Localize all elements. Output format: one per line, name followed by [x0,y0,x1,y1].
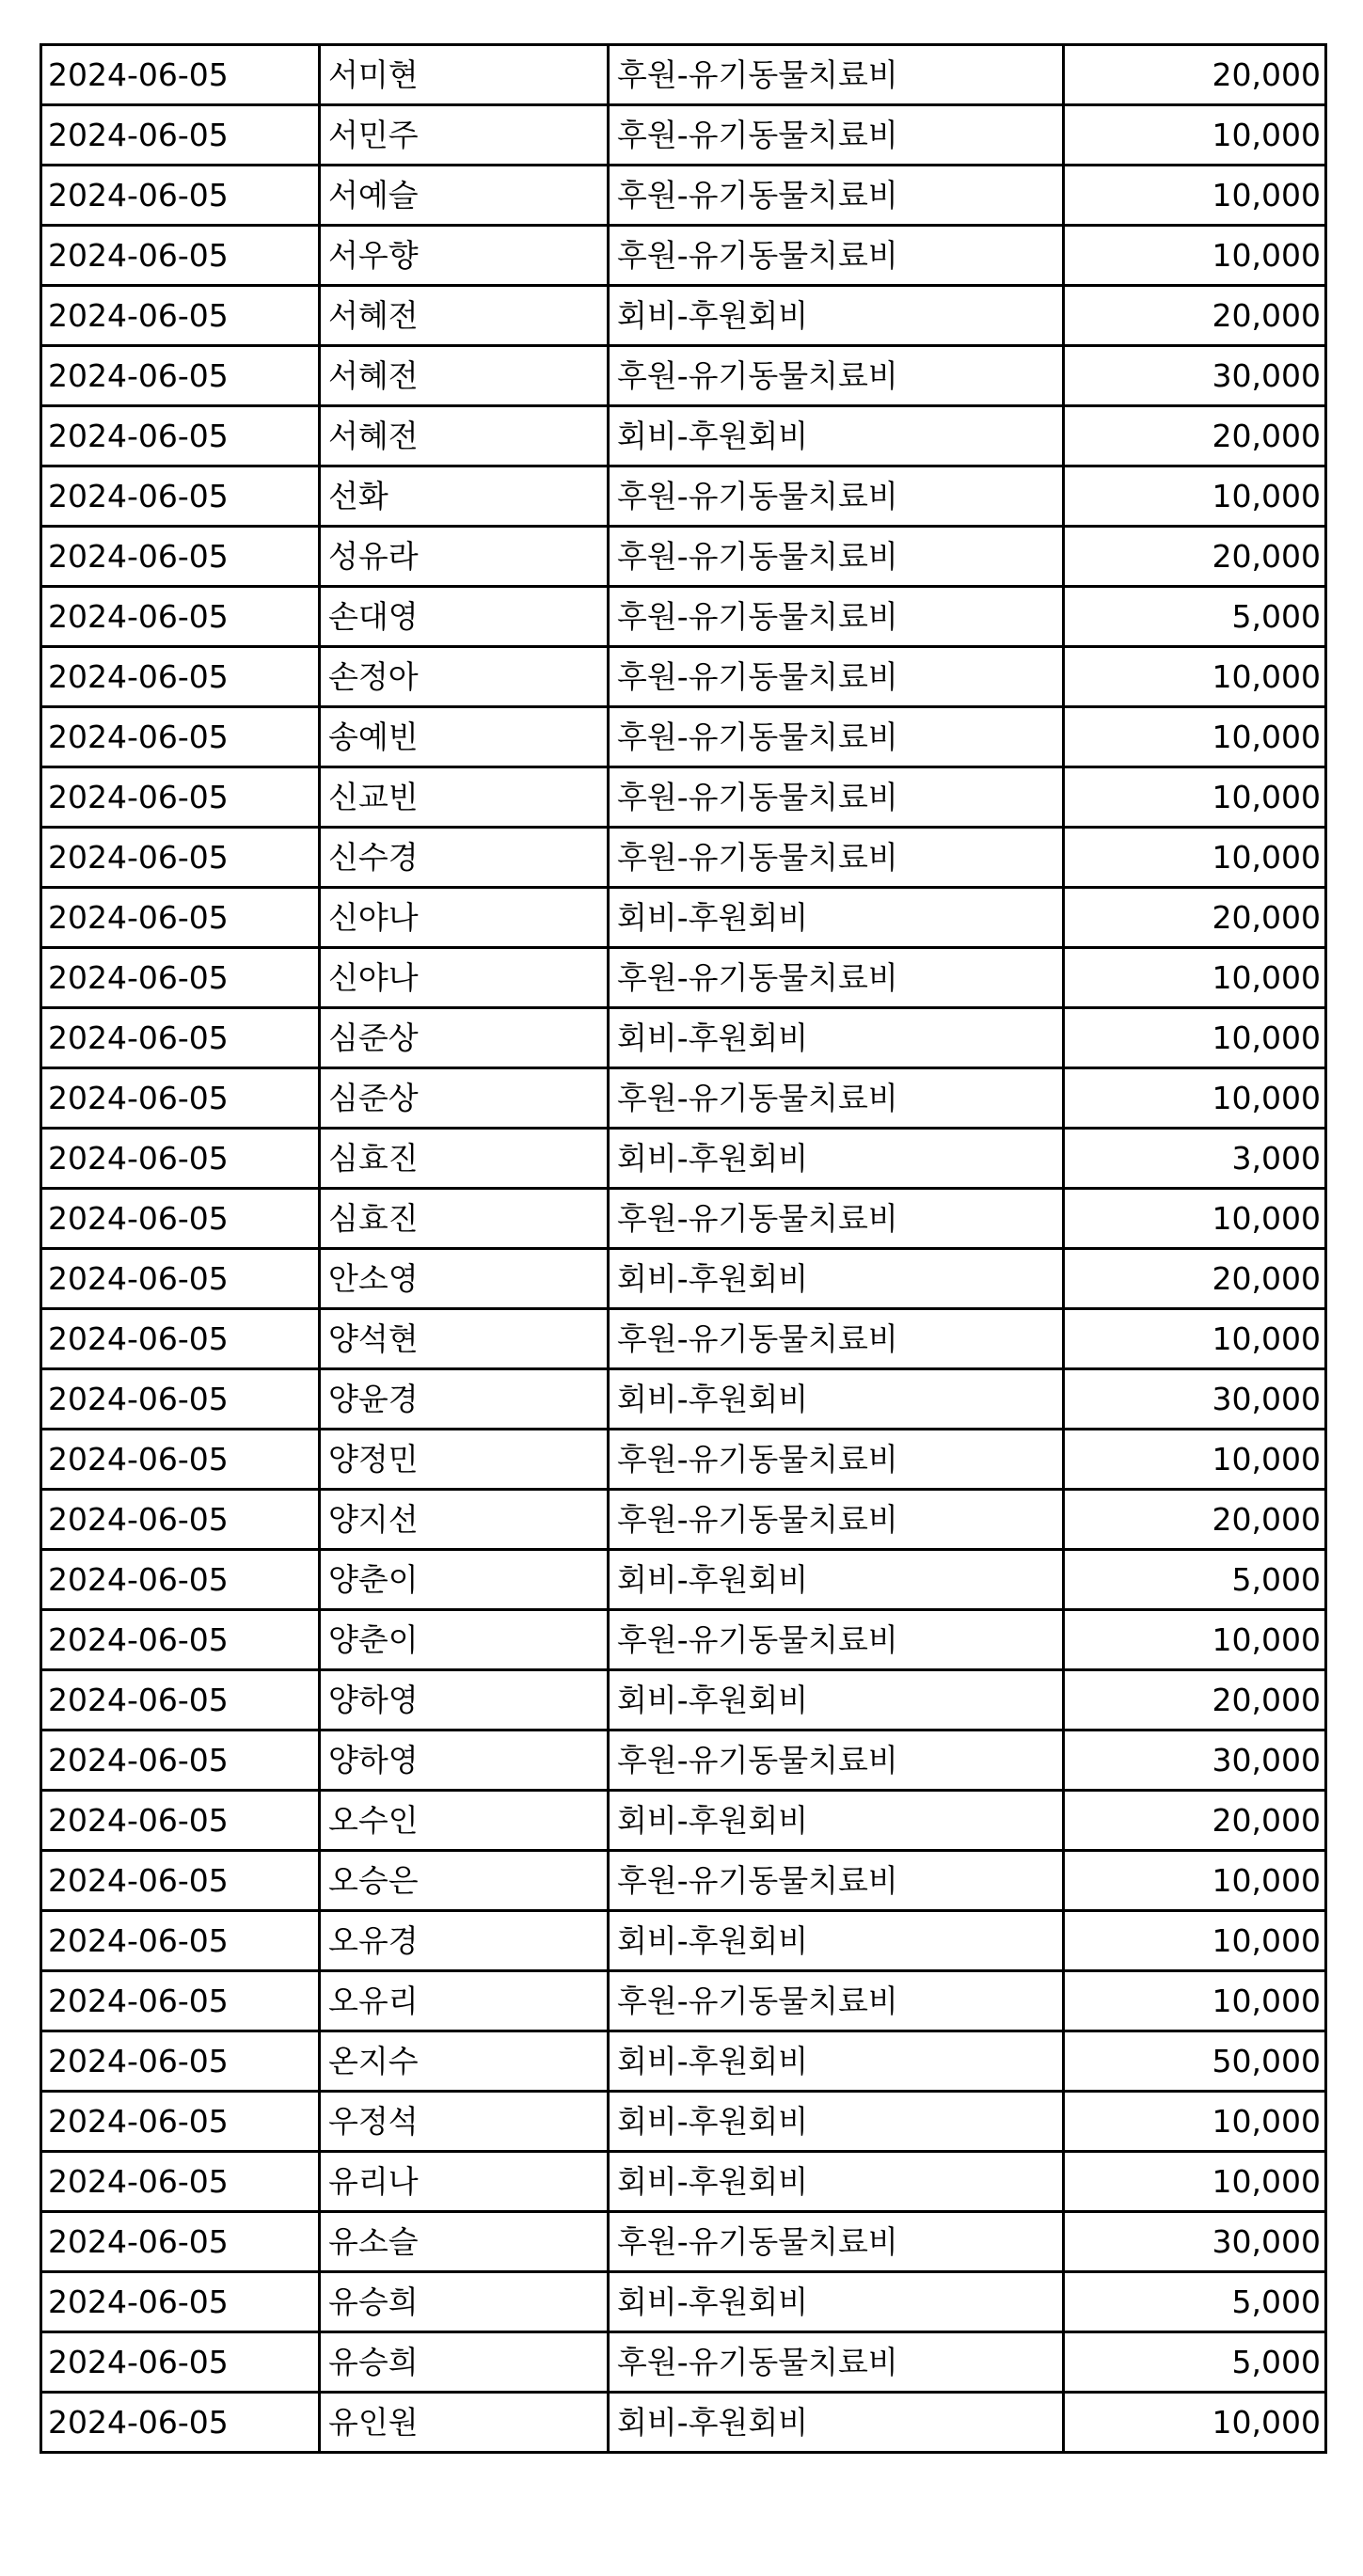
amount-cell: 30,000 [1064,346,1326,406]
amount-cell: 10,000 [1064,707,1326,767]
amount-cell: 5,000 [1064,1550,1326,1610]
date-cell: 2024-06-05 [41,406,320,466]
date-cell: 2024-06-05 [41,828,320,888]
amount-cell: 10,000 [1064,166,1326,226]
table-row [41,647,1326,707]
category-cell: 후원-유기동물치료비 [609,828,1064,888]
donor-name-cell: 신수경 [320,828,609,888]
date-cell: 2024-06-05 [41,45,320,105]
amount-cell: 5,000 [1064,2332,1326,2393]
amount-cell: 10,000 [1064,1851,1326,1911]
date-cell: 2024-06-05 [41,1068,320,1129]
amount-cell: 10,000 [1064,767,1326,828]
category-cell: 회비-후원회비 [609,2031,1064,2092]
donor-name-cell: 유소슬 [320,2212,609,2272]
table-row [41,1731,1326,1791]
amount-cell: 10,000 [1064,2393,1326,2453]
table-row [41,226,1326,286]
table-row [41,1369,1326,1430]
date-cell: 2024-06-05 [41,346,320,406]
donor-name-cell: 서혜전 [320,286,609,346]
category-cell: 후원-유기동물치료비 [609,948,1064,1008]
donor-name-cell: 서혜전 [320,406,609,466]
table-row [41,1791,1326,1851]
category-cell: 회비-후원회비 [609,888,1064,948]
donor-name-cell: 심준상 [320,1008,609,1068]
category-cell: 후원-유기동물치료비 [609,1610,1064,1670]
donor-name-cell: 심효진 [320,1129,609,1189]
category-cell: 회비-후원회비 [609,2092,1064,2152]
date-cell: 2024-06-05 [41,1189,320,1249]
donor-name-cell: 안소영 [320,1249,609,1309]
table-row [41,1851,1326,1911]
date-cell: 2024-06-05 [41,1430,320,1490]
amount-cell: 10,000 [1064,1008,1326,1068]
category-cell: 후원-유기동물치료비 [609,1430,1064,1490]
category-cell: 회비-후원회비 [609,2272,1064,2332]
amount-cell: 10,000 [1064,647,1326,707]
date-cell: 2024-06-05 [41,1309,320,1369]
date-cell: 2024-06-05 [41,1369,320,1430]
donor-name-cell: 양춘이 [320,1610,609,1670]
table-row [41,2212,1326,2272]
date-cell: 2024-06-05 [41,2092,320,2152]
category-cell: 회비-후원회비 [609,1369,1064,1430]
table-row [41,948,1326,1008]
date-cell: 2024-06-05 [41,1911,320,1971]
donor-name-cell: 신야나 [320,888,609,948]
donor-name-cell: 양정민 [320,1430,609,1490]
date-cell: 2024-06-05 [41,1971,320,2031]
date-cell: 2024-06-05 [41,1731,320,1791]
category-cell: 회비-후원회비 [609,1911,1064,1971]
date-cell: 2024-06-05 [41,105,320,166]
category-cell: 회비-후원회비 [609,1791,1064,1851]
table-row [41,1610,1326,1670]
date-cell: 2024-06-05 [41,767,320,828]
date-cell: 2024-06-05 [41,1550,320,1610]
amount-cell: 5,000 [1064,587,1326,647]
date-cell: 2024-06-05 [41,1851,320,1911]
donor-name-cell: 성유라 [320,527,609,587]
date-cell: 2024-06-05 [41,948,320,1008]
date-cell: 2024-06-05 [41,1670,320,1731]
amount-cell: 50,000 [1064,2031,1326,2092]
donor-name-cell: 손대영 [320,587,609,647]
date-cell: 2024-06-05 [41,166,320,226]
category-cell: 후원-유기동물치료비 [609,2332,1064,2393]
date-cell: 2024-06-05 [41,466,320,527]
table-row [41,1068,1326,1129]
table-row [41,1008,1326,1068]
amount-cell: 10,000 [1064,1610,1326,1670]
table-row [41,2031,1326,2092]
donor-name-cell: 서우향 [320,226,609,286]
amount-cell: 10,000 [1064,1309,1326,1369]
table-row [41,1550,1326,1610]
date-cell: 2024-06-05 [41,647,320,707]
date-cell: 2024-06-05 [41,2031,320,2092]
date-cell: 2024-06-05 [41,2272,320,2332]
donor-name-cell: 송예빈 [320,707,609,767]
amount-cell: 10,000 [1064,1911,1326,1971]
donor-name-cell: 서혜전 [320,346,609,406]
table-row [41,1309,1326,1369]
category-cell: 후원-유기동물치료비 [609,45,1064,105]
table-row [41,1911,1326,1971]
amount-cell: 10,000 [1064,466,1326,527]
donor-name-cell: 온지수 [320,2031,609,2092]
table-row [41,346,1326,406]
category-cell: 후원-유기동물치료비 [609,1068,1064,1129]
amount-cell: 10,000 [1064,226,1326,286]
donor-name-cell: 오유리 [320,1971,609,2031]
table-row [41,888,1326,948]
donor-name-cell: 유리나 [320,2152,609,2212]
donor-name-cell: 신교빈 [320,767,609,828]
amount-cell: 10,000 [1064,1971,1326,2031]
donor-name-cell: 오수인 [320,1791,609,1851]
donor-name-cell: 양석현 [320,1309,609,1369]
category-cell: 후원-유기동물치료비 [609,2212,1064,2272]
amount-cell: 30,000 [1064,1369,1326,1430]
table-row [41,286,1326,346]
amount-cell: 20,000 [1064,1791,1326,1851]
table-row [41,2092,1326,2152]
table-row [41,2152,1326,2212]
amount-cell: 20,000 [1064,888,1326,948]
table-row [41,1430,1326,1490]
donor-name-cell: 심효진 [320,1189,609,1249]
category-cell: 후원-유기동물치료비 [609,226,1064,286]
category-cell: 후원-유기동물치료비 [609,466,1064,527]
category-cell: 후원-유기동물치료비 [609,1189,1064,1249]
date-cell: 2024-06-05 [41,2152,320,2212]
date-cell: 2024-06-05 [41,1610,320,1670]
date-cell: 2024-06-05 [41,1008,320,1068]
amount-cell: 10,000 [1064,948,1326,1008]
table-row [41,105,1326,166]
donor-name-cell: 양하영 [320,1670,609,1731]
amount-cell: 20,000 [1064,45,1326,105]
table-row [41,166,1326,226]
table-row [41,527,1326,587]
amount-cell: 20,000 [1064,406,1326,466]
category-cell: 후원-유기동물치료비 [609,527,1064,587]
date-cell: 2024-06-05 [41,2212,320,2272]
category-cell: 회비-후원회비 [609,2152,1064,2212]
donor-name-cell: 유승희 [320,2272,609,2332]
table-row [41,1971,1326,2031]
donor-name-cell: 서미현 [320,45,609,105]
amount-cell: 10,000 [1064,105,1326,166]
category-cell: 후원-유기동물치료비 [609,647,1064,707]
category-cell: 회비-후원회비 [609,1670,1064,1731]
table-row [41,707,1326,767]
table-row [41,2393,1326,2453]
date-cell: 2024-06-05 [41,527,320,587]
table-row [41,767,1326,828]
date-cell: 2024-06-05 [41,286,320,346]
donor-name-cell: 양지선 [320,1490,609,1550]
donor-name-cell: 서민주 [320,105,609,166]
category-cell: 회비-후원회비 [609,1008,1064,1068]
category-cell: 후원-유기동물치료비 [609,105,1064,166]
donor-name-cell: 오승은 [320,1851,609,1911]
amount-cell: 10,000 [1064,1189,1326,1249]
category-cell: 후원-유기동물치료비 [609,166,1064,226]
date-cell: 2024-06-05 [41,888,320,948]
amount-cell: 30,000 [1064,2212,1326,2272]
donor-name-cell: 오유경 [320,1911,609,1971]
date-cell: 2024-06-05 [41,2393,320,2453]
table-row [41,1189,1326,1249]
donor-name-cell: 양윤경 [320,1369,609,1430]
amount-cell: 10,000 [1064,1430,1326,1490]
table-row [41,2272,1326,2332]
date-cell: 2024-06-05 [41,1490,320,1550]
date-cell: 2024-06-05 [41,1129,320,1189]
amount-cell: 20,000 [1064,1490,1326,1550]
date-cell: 2024-06-05 [41,226,320,286]
category-cell: 회비-후원회비 [609,1249,1064,1309]
ledger-body [41,45,1326,2453]
category-cell: 후원-유기동물치료비 [609,767,1064,828]
date-cell: 2024-06-05 [41,587,320,647]
table-row [41,2332,1326,2393]
donor-name-cell: 손정아 [320,647,609,707]
category-cell: 회비-후원회비 [609,2393,1064,2453]
donor-name-cell: 양춘이 [320,1550,609,1610]
category-cell: 회비-후원회비 [609,1129,1064,1189]
category-cell: 후원-유기동물치료비 [609,1731,1064,1791]
donor-name-cell: 양하영 [320,1731,609,1791]
donor-name-cell: 유승희 [320,2332,609,2393]
category-cell: 회비-후원회비 [609,286,1064,346]
donor-name-cell: 유인원 [320,2393,609,2453]
table-row [41,1670,1326,1731]
donor-name-cell: 심준상 [320,1068,609,1129]
category-cell: 후원-유기동물치료비 [609,1851,1064,1911]
category-cell: 후원-유기동물치료비 [609,1490,1064,1550]
date-cell: 2024-06-05 [41,707,320,767]
category-cell: 후원-유기동물치료비 [609,707,1064,767]
table-row [41,1249,1326,1309]
category-cell: 후원-유기동물치료비 [609,587,1064,647]
category-cell: 회비-후원회비 [609,1550,1064,1610]
donor-name-cell: 우정석 [320,2092,609,2152]
donor-name-cell: 서예슬 [320,166,609,226]
table-row [41,1490,1326,1550]
amount-cell: 20,000 [1064,1249,1326,1309]
table-row [41,406,1326,466]
amount-cell: 10,000 [1064,2092,1326,2152]
donor-name-cell: 신야나 [320,948,609,1008]
category-cell: 후원-유기동물치료비 [609,1971,1064,2031]
donation-ledger-table [40,43,1327,2454]
amount-cell: 10,000 [1064,1068,1326,1129]
table-row [41,1129,1326,1189]
amount-cell: 5,000 [1064,2272,1326,2332]
amount-cell: 10,000 [1064,828,1326,888]
category-cell: 후원-유기동물치료비 [609,346,1064,406]
category-cell: 후원-유기동물치료비 [609,1309,1064,1369]
amount-cell: 20,000 [1064,527,1326,587]
amount-cell: 10,000 [1064,2152,1326,2212]
table-row [41,466,1326,527]
amount-cell: 30,000 [1064,1731,1326,1791]
table-row [41,45,1326,105]
amount-cell: 20,000 [1064,286,1326,346]
amount-cell: 20,000 [1064,1670,1326,1731]
category-cell: 회비-후원회비 [609,406,1064,466]
date-cell: 2024-06-05 [41,1249,320,1309]
date-cell: 2024-06-05 [41,2332,320,2393]
table-row [41,587,1326,647]
donor-name-cell: 선화 [320,466,609,527]
date-cell: 2024-06-05 [41,1791,320,1851]
amount-cell: 3,000 [1064,1129,1326,1189]
table-row [41,828,1326,888]
